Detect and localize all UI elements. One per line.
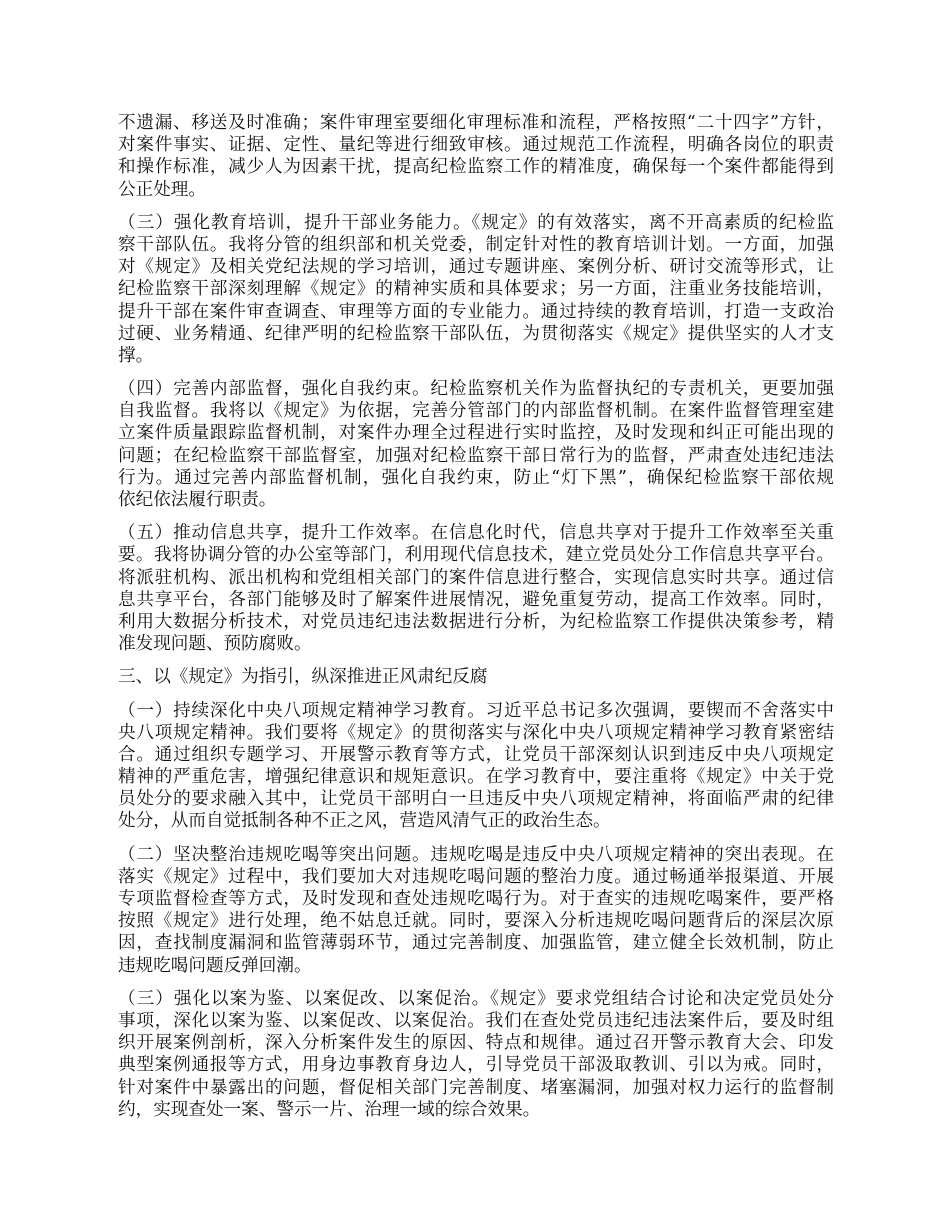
text-line: （二）坚决整治违规吃喝等突出问题。违规吃喝是违反中央八项规定精神的突出表现。在 <box>118 844 834 865</box>
text-line: 问题；在纪检监察干部监督室，加强对纪检监察干部日常行为的监督，严肃查处违纪违法 <box>118 445 834 466</box>
document-page <box>118 112 834 1132</box>
text-line: 息共享平台，各部门能够及时了解案件进展情况，避免重复劳动，提高工作效率。同时， <box>118 589 834 610</box>
text-line: 察干部队伍。我将分管的组织部和机关党委，制定针对性的教育培训计划。一方面，加强 <box>118 234 834 255</box>
text-line: 提升干部在案件审查调查、审理等方面的专业能力。通过持续的教育培训，打造一支政治 <box>118 301 834 322</box>
text-line: （三）强化教育培训，提升干部业务能力。《规定》的有效落实，离不开高素质的纪检监 <box>118 212 834 233</box>
text-line: 专项监督检查等方式，及时发现和查处违规吃喝行为。对于查实的违规吃喝案件，要严格 <box>118 889 834 909</box>
paragraph <box>118 212 834 367</box>
text-line: 因，查找制度漏洞和监管薄弱环节，通过完善制度、加强监管，建立健全长效机制，防止 <box>118 933 834 954</box>
text-line: 纪检监察干部深刻理解《规定》的精神实质和具体要求；另一方面，注重业务技能培训， <box>118 279 834 300</box>
text-line: 不遗漏、移送及时准确；案件审理室要细化审理标准和流程，严格按照“二十四字”方针， <box>118 113 834 133</box>
paragraph <box>118 522 834 655</box>
text-line: 公正处理。 <box>118 179 206 200</box>
paragraph <box>118 378 834 511</box>
text-line: 央八项规定精神。我们要将《规定》的贯彻落实与深化中央八项规定精神学习教育紧密结 <box>118 722 834 743</box>
text-line: 撑。 <box>118 345 154 366</box>
text-line: 立案件质量跟踪监督机制，对案件办理全过程进行实时监控，及时发现和纠正可能出现的 <box>118 423 834 444</box>
text-line: 事项，深化以案为鉴、以案促改、以案促治。我们在查处党员违纪违法案件后，要及时组 <box>118 1010 834 1031</box>
text-line: 行为。通过完善内部监督机制，强化自我约束，防止“灯下黑”，确保纪检监察干部依规 <box>118 467 834 488</box>
text-line: 合。通过组织专题学习、开展警示教育等方式，让党员干部深刻认识到违反中央八项规定 <box>118 744 834 765</box>
text-line: 三、以《规定》为指引，纵深推进正风肃纪反腐 <box>118 667 488 688</box>
text-line: 违规吃喝问题反弹回潮。 <box>118 955 312 976</box>
text-line: 约，实现查处一案、警示一片、治理一域的综合效果。 <box>118 1099 541 1120</box>
paragraph <box>118 112 834 201</box>
text-line: 按照《规定》进行处理，绝不姑息迁就。同时，要深入分析违规吃喝问题背后的深层次原 <box>118 911 834 932</box>
text-line: 落实《规定》过程中，我们要加大对违规吃喝问题的整治力度。通过畅通举报渠道、开展 <box>118 866 834 887</box>
text-line: 依纪依法履行职责。 <box>118 490 277 510</box>
text-line: 利用大数据分析技术，对党员违纪违法数据进行分析，为纪检监察工作提供决策参考，精 <box>118 611 834 632</box>
text-line: 将派驻机构、派出机构和党组相关部门的案件信息进行整合，实现信息实时共享。通过信 <box>118 567 834 588</box>
text-line: 精神的严重危害，增强纪律意识和规矩意识。在学习教育中，要注重将《规定》中关于党 <box>118 767 834 788</box>
text-line: 典型案例通报等方式，用身边事教育身边人，引导党员干部汲取教训、引以为戒。同时， <box>118 1055 834 1076</box>
text-line: 员处分的要求融入其中，让党员干部明白一旦违反中央八项规定精神，将面临严肃的纪律 <box>118 789 834 810</box>
text-line: （三）强化以案为鉴、以案促改、以案促治。《规定》要求党组结合讨论和决定党员处分 <box>118 988 834 1009</box>
paragraph <box>118 700 834 833</box>
text-line: 过硬、业务精通、纪律严明的纪检监察干部队伍，为贯彻落实《规定》提供坚实的人才支 <box>118 323 834 344</box>
text-line: 织开展案例剖析，深入分析案件发生的原因、特点和规律。通过召开警示教育大会、印发 <box>118 1033 834 1054</box>
paragraph <box>118 988 834 1121</box>
text-line: 自我监督。我将以《规定》为依据，完善分管部门的内部监督机制。在案件监督管理室建 <box>118 401 834 422</box>
text-line: 和操作标准，减少人为因素干扰，提高纪检监察工作的精准度，确保每一个案件都能得到 <box>118 157 834 178</box>
text-line: 针对案件中暴露出的问题，督促相关部门完善制度、堵塞漏洞，加强对权力运行的监督制 <box>118 1077 834 1098</box>
text-line: （五）推动信息共享，提升工作效率。在信息化时代，信息共享对于提升工作效率至关重 <box>118 523 834 544</box>
text-line: 准发现问题、预防腐败。 <box>118 634 312 655</box>
text-line: （一）持续深化中央八项规定精神学习教育。习近平总书记多次强调，要锲而不舍落实中 <box>118 700 834 721</box>
text-line: 处分，从而自觉抵制各种不正之风，营造风清气正的政治生态。 <box>118 811 611 832</box>
text-line: 对《规定》及相关党纪法规的学习培训，通过专题讲座、案例分析、研讨交流等形式，让 <box>118 257 834 278</box>
text-line: （四）完善内部监督，强化自我约束。纪检监察机关作为监督执纪的专责机关，更要加强 <box>118 379 834 400</box>
paragraph <box>118 844 834 977</box>
text-line: 要。我将协调分管的办公室等部门，利用现代信息技术，建立党员处分工作信息共享平台。 <box>118 545 834 566</box>
text-line: 对案件事实、证据、定性、量纪等进行细致审核。通过规范工作流程，明确各岗位的职责 <box>118 135 834 156</box>
section-heading <box>118 666 834 688</box>
